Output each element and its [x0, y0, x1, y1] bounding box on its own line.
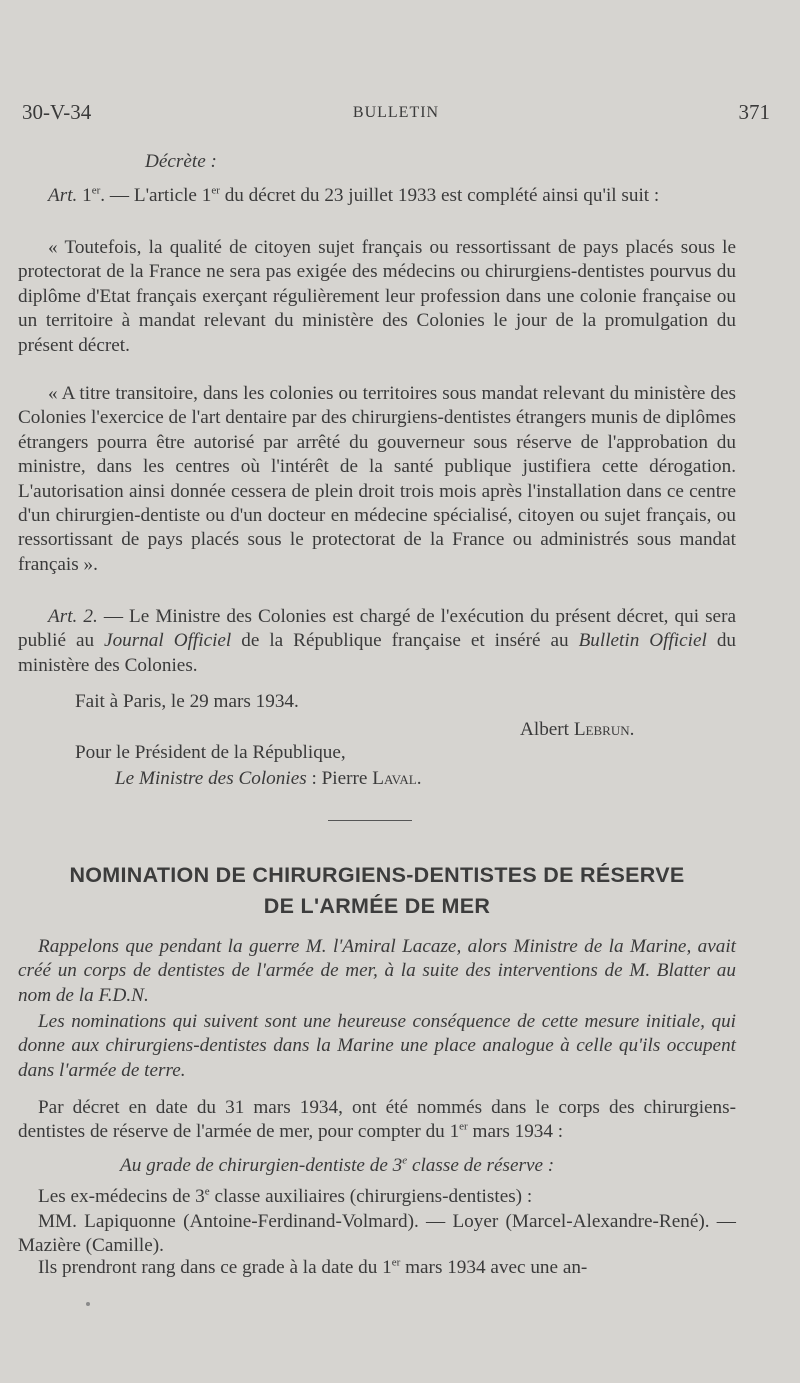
intro-rappelons: Rappelons que pendant la guerre M. l'Amiral Lacaze, alors Ministre de la Marine, avait créé un corps de dentistes de l'armée de mer, à la suite des interventions de M. Blatter au nom de la F.D.N. [18, 936, 736, 1006]
header-date: 30-V-34 [22, 100, 92, 124]
pour-le-president: Pour le Président de la République, [75, 742, 346, 763]
final-line: Ils prendront rang dans ce grade à la date du 1er mars 1934 avec une an- [38, 1256, 588, 1278]
grade-line: Au grade de chirurgien-dentiste de 3e classe de réserve : [120, 1154, 555, 1176]
decret-paragraph: Par décret en date du 31 mars 1934, ont été nommés dans le corps des chirurgiens-dentistes de réserve de l'armée de mer, pour compter du 1er mars 1934 : [18, 1097, 736, 1143]
decrete-line: Décrète : [145, 151, 217, 172]
art2-label: Art. 2. [48, 606, 98, 627]
fait-a-paris: Fait à Paris, le 29 mars 1934. [75, 691, 299, 712]
page-number: 371 [738, 100, 770, 124]
art1-label: Art. [48, 185, 78, 206]
section-heading: NOMINATION DE CHIRURGIENS-DENTISTES DE RÉSERVE DE L'ARMÉE DE MER [69, 863, 685, 918]
names-list: MM. Lapiquonne (Antoine-Ferdinand-Volmard). — Loyer (Marcel-Alexandre-René). — Mazière (Camille). [18, 1211, 736, 1257]
section-divider [328, 820, 412, 821]
president-signature: Albert Lebrun. [520, 719, 635, 740]
article-1: Art. 1er. — L'article 1er du décret du 23 juillet 1933 est complété ainsi qu'il suit : [48, 184, 660, 206]
paragraph-toutefois: « Toutefois, la qualité de citoyen sujet français ou ressortissant de pays placés sous le protectorat de la France ne sera pas exigée des médecins ou chirurgiens-dentistes pourvus du diplôme d'Etat français exerçant régulièrement leur profession dans une colonie française ou un territoire à mandat relevant du ministère des Colonies le jour de la promulgation du présent décret. [18, 237, 736, 356]
ex-medecins-line: Les ex-médecins de 3e classe auxiliaires (chirurgiens-dentistes) : [38, 1185, 533, 1207]
intro-nominations: Les nominations qui suivent sont une heureuse conséquence de cette mesure initiale, qui donne aux chirurgiens-dentistes dans la Marine une place analogue à celle qu'ils occupent dans l'armée de terre. [18, 1011, 736, 1081]
paper-speck [86, 1302, 90, 1306]
header-title: BULLETIN [352, 104, 440, 121]
article-2: Art. 2. — Le Ministre des Colonies est chargé de l'exécution du présent décret, qui sera publié au Journal Officiel de la République française et inséré au Bulletin Officiel du ministère des Colonies. [18, 606, 737, 676]
paragraph-transitoire: « A titre transitoire, dans les colonies ou territoires sous mandat relevant du ministère des Colonies l'exercice de l'art dentaire par des chirurgiens-dentistes étrangers munis de diplômes étrangers pourra être autorisé par arrêté du gouverneur sous réserve de l'approbation du ministre, dans les centres où l'intérêt de la santé publique justifiera cette dérogation. L'autorisation ainsi donnée cessera de plein droit trois mois après l'installation dans ce centre d'un chirurgien-dentiste ou d'un docteur en médecine spécialisé, citoyen ou sujet français, ou ressortissant de pays placés sous le protectorat de la France ou administrés sous mandat français ». [18, 383, 736, 575]
ministre-signature: Le Ministre des Colonies : Pierre Laval. [115, 768, 422, 789]
running-header [22, 100, 770, 132]
